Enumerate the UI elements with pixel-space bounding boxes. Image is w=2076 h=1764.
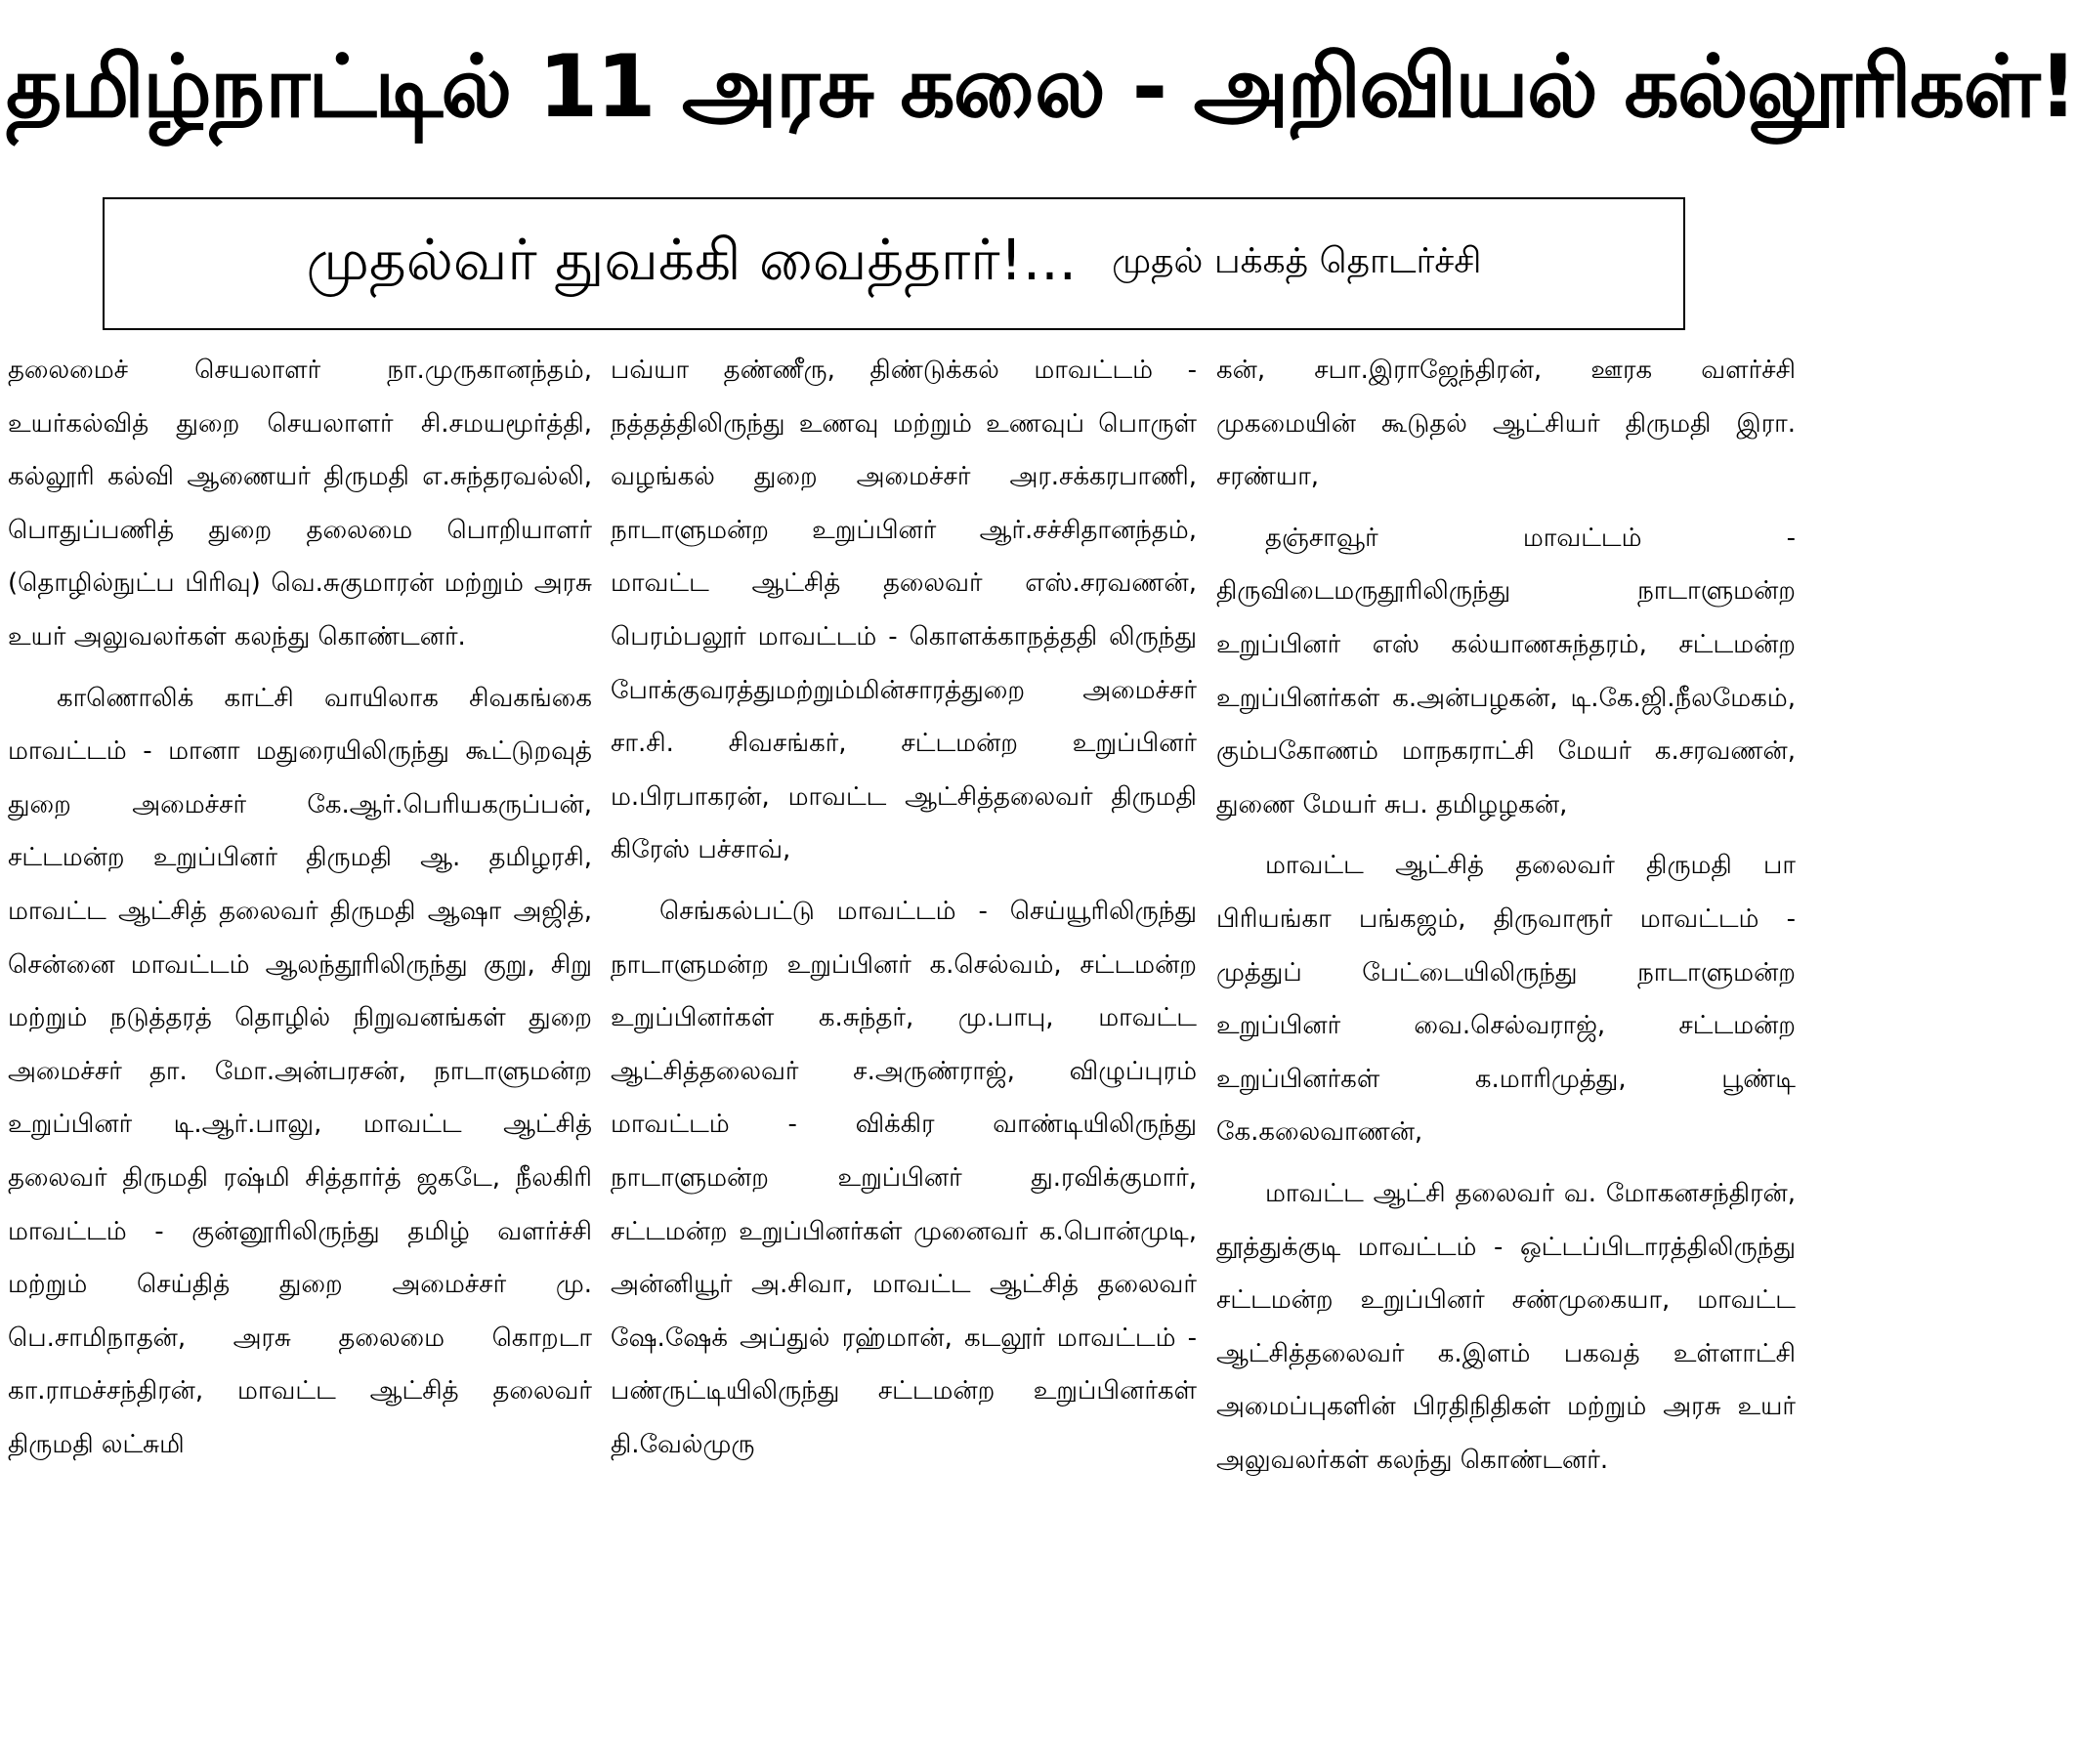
- paragraph: மாவட்ட ஆட்சித் தலைவர் திருமதி பா பிரியங்கா பங்கஜம், திருவாரூர் மாவட்டம் - முத்துப் பேட்டையிலிருந்து நாடாளுமன்ற உறுப்பினர் வை.செல்வராஜ், சட்டமன்ற உறுப்பினர்கள் க.மாரிமுத்து, பூண்டி கே.கலைவாணன்,: [1216, 851, 1796, 1148]
- paragraph: மாவட்ட ஆட்சி தலைவர் வ. மோகனசந்திரன், தூத்துக்குடி மாவட்டம் - ஒட்டப்பிடாரத்திலிருந்து சட்டமன்ற உறுப்பினர் சண்முகையா, மாவட்ட ஆட்சித்தலைவர் க.இளம் பகவத் உள்ளாட்சி அமைப்புகளின் பிரதிநிதிகள் மற்றும் அரசு உயர் அலுவலர்கள் கலந்து கொண்டனர்.: [1216, 1178, 1796, 1475]
- paragraph: பவ்யா தண்ணீரு, திண்டுக்கல் மாவட்டம் - நத்தத்திலிருந்து உணவு மற்றும் உணவுப் பொருள் வழங்கல் துறை அமைச்சர் அர.சக்கரபாணி, நாடாளுமன்ற உறுப்பினர் ஆர்.சச்சிதானந்தம், மாவட்ட ஆட்சித் தலைவர் எஸ்.சரவணன், பெரம்பலூர் மாவட்டம் - கொளக்காநத்ததி லிருந்து போக்குவரத்துமற்றும்மின்சாரத்துறை அமைச்சர் சா.சி. சிவசங்கர், சட்டமன்ற உறுப்பினர் ம.பிரபாகரன், மாவட்ட ஆட்சித்தலைவர் திருமதி கிரேஸ் பச்சாவ்,: [611, 356, 1197, 865]
- paragraph: செங்கல்பட்டு மாவட்டம் - செய்யூரிலிருந்து நாடாளுமன்ற உறுப்பினர் க.செல்வம், சட்டமன்ற உறுப்பினர்கள் க.சுந்தர், மு.பாபு, மாவட்ட ஆட்சித்தலைவர் ச.அருண்ராஜ், விழுப்புரம் மாவட்டம் - விக்கிர வாண்டியிலிருந்து நாடாளுமன்ற உறுப்பினர் து.ரவிக்குமார், சட்டமன்ற உறுப்பினர்கள் முனைவர் க.பொன்முடி, அன்னியூர் அ.சிவா, மாவட்ட ஆட்சித் தலைவர் ஷே.ஷேக் அப்துல் ரஹ்மான், கடலூர் மாவட்டம் - பண்ருட்டியிலிருந்து சட்டமன்ற உறுப்பினர்கள் தி.வேல்முரு: [611, 896, 1197, 1459]
- article-column-3: [1216, 344, 1796, 1750]
- paragraph: தஞ்சாவூர் மாவட்டம் - திருவிடைமருதூரிலிருந்து நாடாளுமன்ற உறுப்பினர் எஸ் கல்யாணசுந்தரம், சட்டமன்ற உறுப்பினர்கள் க.அன்பழகன், டி.கே.ஜி.நீலமேகம், கும்பகோணம் மாநகராட்சி மேயர் க.சரவணன், துணை மேயர் சுப. தமிழழகன்,: [1216, 523, 1796, 819]
- article-column-2: [611, 344, 1197, 1750]
- subheading-continuation: முதல் பக்கத் தொடர்ச்சி: [1112, 241, 1482, 281]
- paragraph: காணொலிக் காட்சி வாயிலாக சிவகங்கை மாவட்டம் - மானா மதுரையிலிருந்து கூட்டுறவுத் துறை அமைச்சர் கே.ஆர்.பெரியகருப்பன், சட்டமன்ற உறுப்பினர் திருமதி ஆ. தமிழரசி, மாவட்ட ஆட்சித் தலைவர் திருமதி ஆஷா அஜித், சென்னை மாவட்டம் ஆலந்தூரிலிருந்து குறு, சிறு மற்றும் நடுத்தரத் தொழில் நிறுவனங்கள் துறை அமைச்சர் தா. மோ.அன்பரசன், நாடாளுமன்ற உறுப்பினர் டி.ஆர்.பாலு, மாவட்ட ஆட்சித் தலைவர் திருமதி ரஷ்மி சித்தார்த் ஜகடே, நீலகிரி மாவட்டம் - குன்னூரிலிருந்து தமிழ் வளர்ச்சி மற்றும் செய்தித் துறை அமைச்சர் மு. பெ.சாமிநாதன், அரசு தலைமை கொறடா கா.ராமச்சந்திரன், மாவட்ட ஆட்சித் தலைவர் திருமதி லட்சுமி: [8, 683, 592, 1459]
- paragraph: கன், சபா.இராஜேந்திரன், ஊரக வளர்ச்சி முகமையின் கூடுதல் ஆட்சியர் திருமதி இரா. சரண்யா,: [1216, 356, 1796, 492]
- article-column-1: [8, 344, 592, 1750]
- subheading-main: முதல்வர் துவக்கி வைத்தார்!...: [306, 227, 1078, 293]
- headline: தமிழ்நாட்டில் 11 அரசு கலை - அறிவியல் கல்லூரிகள்!: [6, 36, 2076, 137]
- paragraph: தலைமைச் செயலாளர் நா.முருகானந்தம், உயர்கல்வித் துறை செயலாளர் சி.சமயமூர்த்தி, கல்லூரி கல்வி ஆணையர் திருமதி எ.சுந்தரவல்லி, பொதுப்பணித் துறை தலைமை பொறியாளர் (தொழில்நுட்ப பிரிவு) வெ.சுகுமாரன் மற்றும் அரசு உயர் அலுவலர்கள் கலந்து கொண்டனர்.: [8, 356, 592, 651]
- subheading-box: [103, 197, 1685, 330]
